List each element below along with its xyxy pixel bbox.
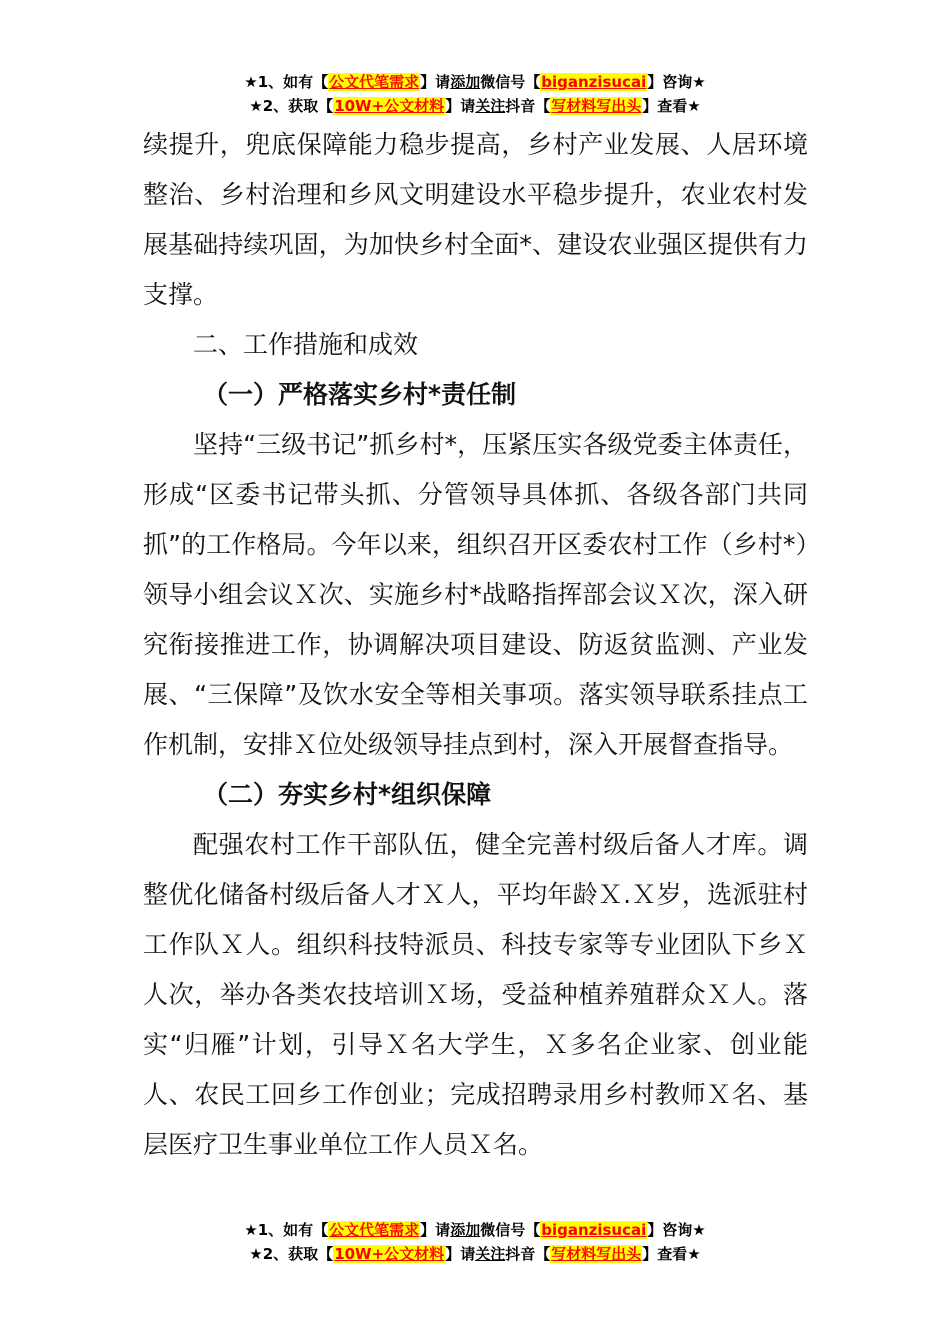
banner-line-2	[0, 94, 950, 118]
banner-text: 】查看★	[642, 1245, 701, 1263]
banner-line-2	[0, 1242, 950, 1266]
banner-text: ★1、如有【	[244, 1221, 329, 1239]
banner-text: 】请	[420, 1221, 451, 1239]
highlight-wechat-id: biganzisucai	[541, 73, 647, 91]
banner-line-1	[0, 70, 950, 94]
banner-text: 】查看★	[642, 97, 701, 115]
section-heading: 二、工作措施和成效	[193, 330, 419, 359]
banner-text: 微信号【	[480, 1221, 541, 1239]
banner-underlined-text: 添加	[450, 1221, 481, 1239]
banner-text: 】请	[445, 97, 476, 115]
banner-text: ★2、获取【	[249, 1245, 334, 1263]
banner-text: 】咨询★	[647, 73, 706, 91]
banner-text: 】咨询★	[647, 1221, 706, 1239]
banner-underlined-text: 添加	[450, 73, 481, 91]
paragraph-organization: 配强农村工作干部队伍，健全完善村级后备人才库。调整优化储备村级后备人才Ｘ人，平均年龄Ｘ.Ｘ岁，选派驻村工作队Ｘ人。组织科技特派员、科技专家等专业团队下乡Ｘ人次，举办各类农技培训Ｘ场，受益种植养殖群众Ｘ人。落实“归雁”计划，引导Ｘ名大学生，Ｘ多名企业家、创业能人、农民工回乡工作创业；完成招聘录用乡村教师Ｘ名、基层医疗卫生事业单位工作人员Ｘ名。	[143, 830, 808, 1159]
document-body	[143, 120, 808, 1170]
banner-text: ★2、获取【	[249, 97, 334, 115]
highlight-douyin-account: 写材料写出头	[551, 97, 642, 115]
banner-text: 】请	[420, 73, 451, 91]
highlight-materials: 10W+公文材料	[334, 97, 445, 115]
banner-text: 抖音【	[505, 1245, 551, 1263]
subsection-heading-2: （二）夯实乡村*组织保障	[203, 780, 492, 809]
paragraph-responsibility: 坚持“三级书记”抓乡村*，压紧压实各级党委主体责任，形成“区委书记带头抓、分管领导具体抓、各级各部门共同抓”的工作格局。今年以来，组织召开区委农村工作（乡村*）领导小组会议Ｘ次、实施乡村*战略指挥部会议Ｘ次，深入研究衔接推进工作，协调解决项目建设、防返贫监测、产业发展、“三保障”及饮水安全等相关事项。落实领导联系挂点工作机制，安排Ｘ位处级领导挂点到村，深入开展督查指导。	[143, 430, 808, 759]
paragraph-continuation: 续提升，兜底保障能力稳步提高，乡村产业发展、人居环境整治、乡村治理和乡风文明建设水平稳步提升，农业农村发展基础持续巩固，为加快乡村全面*、建设农业强区提供有力支撑。	[143, 130, 808, 309]
highlight-douyin-account: 写材料写出头	[551, 1245, 642, 1263]
banner-text: 抖音【	[505, 97, 551, 115]
highlight-materials: 10W+公文材料	[334, 1245, 445, 1263]
banner-text: 微信号【	[480, 73, 541, 91]
banner-text: 】请	[445, 1245, 476, 1263]
banner-line-1	[0, 1218, 950, 1242]
header-banner	[0, 70, 950, 118]
banner-underlined-text: 关注	[475, 97, 506, 115]
subsection-heading-1: （一）严格落实乡村*责任制	[203, 380, 517, 409]
footer-banner	[0, 1218, 950, 1266]
banner-text: ★1、如有【	[244, 73, 329, 91]
highlight-ghostwriting: 公文代笔需求	[329, 1221, 420, 1239]
banner-underlined-text: 关注	[475, 1245, 506, 1263]
highlight-wechat-id: biganzisucai	[541, 1221, 647, 1239]
highlight-ghostwriting: 公文代笔需求	[329, 73, 420, 91]
